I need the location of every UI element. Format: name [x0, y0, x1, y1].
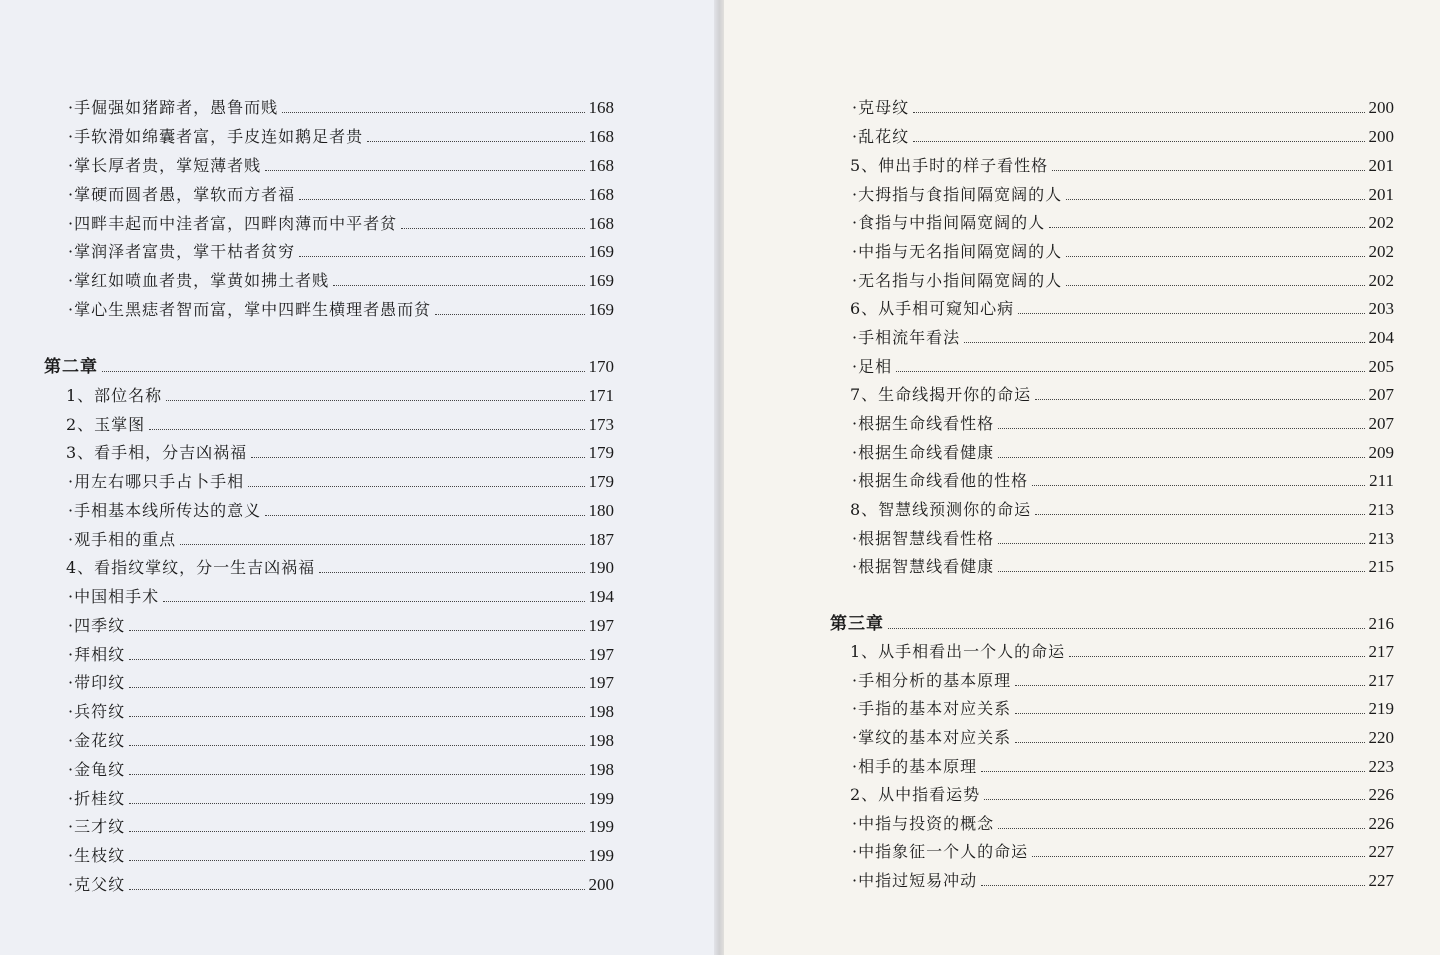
toc-entry-title: ·中国相手术 — [68, 587, 160, 606]
dot-leader — [333, 285, 584, 286]
toc-section-entry — [850, 379, 1394, 405]
toc-subsection-entry — [852, 808, 1394, 834]
dot-leader — [913, 141, 1364, 142]
toc-subsection-entry — [68, 869, 614, 895]
toc-page-number: 187 — [588, 530, 614, 549]
dot-leader — [129, 630, 584, 631]
dot-leader — [129, 716, 584, 717]
toc-page-number: 190 — [588, 558, 614, 577]
toc-subsection-entry — [68, 466, 614, 492]
toc-page-number: 216 — [1368, 614, 1394, 633]
toc-entry-title: ·克父纹 — [68, 875, 126, 894]
toc-page-number: 202 — [1368, 213, 1394, 232]
dot-leader — [1069, 656, 1364, 657]
toc-entry-title: ·根据智慧线看健康 — [852, 557, 995, 576]
toc-entry-title: ·三才纹 — [68, 817, 126, 836]
toc-list-left — [0, 0, 716, 955]
toc-entry-title: ·根据智慧线看性格 — [852, 529, 995, 548]
dot-leader — [998, 571, 1364, 572]
toc-subsection-entry — [852, 437, 1394, 463]
toc-section-entry — [850, 779, 1394, 805]
toc-page-number: 198 — [588, 702, 614, 721]
toc-entry-title: ·四季纹 — [68, 616, 126, 635]
toc-subsection-entry — [852, 751, 1394, 777]
toc-section-entry — [850, 494, 1394, 520]
dot-leader — [282, 112, 584, 113]
toc-entry-title: ·兵符纹 — [68, 702, 126, 721]
toc-subsection-entry — [68, 121, 614, 147]
toc-page-number: 204 — [1368, 328, 1394, 347]
toc-page-number: 168 — [588, 156, 614, 175]
toc-page-number: 201 — [1368, 156, 1394, 175]
dot-leader — [981, 885, 1364, 886]
toc-page-number: 226 — [1368, 814, 1394, 833]
toc-page-number: 171 — [588, 386, 614, 405]
dot-leader — [129, 831, 584, 832]
toc-page-number: 169 — [588, 271, 614, 290]
toc-page-number: 200 — [588, 875, 614, 894]
dot-leader — [319, 572, 584, 573]
dot-leader — [163, 601, 584, 602]
toc-entry-title: 第二章 — [44, 357, 98, 377]
toc-entry-title: ·足相 — [852, 357, 893, 376]
toc-subsection-entry — [68, 179, 614, 205]
toc-page-number: 198 — [588, 731, 614, 750]
toc-subsection-entry — [68, 725, 614, 751]
toc-subsection-entry — [852, 523, 1394, 549]
toc-entry-title: ·手相基本线所传达的意义 — [68, 501, 262, 520]
dot-leader — [129, 774, 584, 775]
toc-page-number: 207 — [1368, 385, 1394, 404]
dot-leader — [888, 628, 1365, 629]
toc-subsection-entry — [852, 408, 1394, 434]
toc-subsection-entry — [68, 208, 614, 234]
dot-leader — [166, 400, 584, 401]
toc-entry-title: ·大拇指与食指间隔宽阔的人 — [852, 185, 1063, 204]
toc-section-entry — [850, 293, 1394, 319]
toc-entry-title: ·根据生命线看健康 — [852, 443, 995, 462]
dot-leader — [129, 687, 584, 688]
toc-subsection-entry — [68, 265, 614, 291]
toc-chapter-entry — [44, 351, 614, 377]
toc-section-entry — [850, 150, 1394, 176]
dot-leader — [1015, 685, 1364, 686]
dot-leader — [149, 429, 584, 430]
toc-entry-title: ·手指的基本对应关系 — [852, 699, 1012, 718]
toc-entry-title: 2、从中指看运势 — [850, 785, 981, 804]
toc-entry-title: ·掌硬而圆者愚，掌软而方者福 — [68, 185, 296, 204]
toc-subsection-entry — [68, 150, 614, 176]
toc-page-number: 200 — [1368, 127, 1394, 146]
toc-page-number: 199 — [588, 846, 614, 865]
toc-entry-title: 3、看手相，分吉凶祸福 — [66, 443, 248, 462]
dot-leader — [1015, 713, 1364, 714]
toc-page-number: 207 — [1368, 414, 1394, 433]
toc-subsection-entry — [852, 693, 1394, 719]
toc-entry-title: ·掌润泽者富贵，掌干枯者贫穷 — [68, 242, 296, 261]
toc-subsection-entry — [852, 722, 1394, 748]
dot-leader — [1035, 514, 1364, 515]
toc-page-number: 199 — [588, 789, 614, 808]
toc-entry-title: 7、生命线揭开你的命运 — [850, 385, 1032, 404]
dot-leader — [998, 428, 1364, 429]
toc-page-number: 215 — [1368, 557, 1394, 576]
dot-leader — [129, 889, 584, 890]
toc-list-right — [724, 0, 1440, 955]
toc-page-number: 170 — [588, 357, 614, 376]
dot-leader — [1018, 313, 1364, 314]
toc-entry-title: ·掌红如喷血者贵，掌黄如拂土者贱 — [68, 271, 330, 290]
toc-page-number: 226 — [1368, 785, 1394, 804]
toc-entry-title: ·中指与投资的概念 — [852, 814, 995, 833]
toc-page-number: 209 — [1368, 443, 1394, 462]
toc-page-number: 202 — [1368, 271, 1394, 290]
toc-entry-title: ·掌长厚者贵，掌短薄者贱 — [68, 156, 262, 175]
toc-page-number: 203 — [1368, 299, 1394, 318]
toc-entry-title: ·中指与无名指间隔宽阔的人 — [852, 242, 1063, 261]
toc-entry-title: ·手相流年看法 — [852, 328, 961, 347]
toc-subsection-entry — [68, 754, 614, 780]
toc-page-number: 201 — [1368, 185, 1394, 204]
toc-page-number: 199 — [588, 817, 614, 836]
toc-entry-title: 8、智慧线预测你的命运 — [850, 500, 1032, 519]
toc-subsection-entry — [68, 581, 614, 607]
toc-entry-title: ·相手的基本原理 — [852, 757, 978, 776]
toc-entry-title: ·克母纹 — [852, 98, 910, 117]
toc-page-number: 180 — [588, 501, 614, 520]
toc-entry-title: ·金龟纹 — [68, 760, 126, 779]
dot-leader — [998, 543, 1364, 544]
toc-page-number: 217 — [1368, 671, 1394, 690]
toc-subsection-entry — [68, 92, 614, 118]
toc-chapter-entry — [830, 608, 1394, 634]
toc-page-number: 173 — [588, 415, 614, 434]
toc-page-number: 227 — [1368, 842, 1394, 861]
toc-subsection-entry — [68, 294, 614, 320]
toc-subsection-entry — [68, 783, 614, 809]
toc-subsection-entry — [852, 322, 1394, 348]
dot-leader — [367, 141, 584, 142]
toc-entry-title: ·掌纹的基本对应关系 — [852, 728, 1012, 747]
toc-page-number: 168 — [588, 127, 614, 146]
toc-subsection-entry — [68, 639, 614, 665]
toc-entry-title: 第三章 — [830, 614, 884, 634]
dot-leader — [180, 544, 584, 545]
dot-leader — [129, 659, 584, 660]
dot-leader — [1035, 399, 1364, 400]
toc-subsection-entry — [852, 665, 1394, 691]
toc-entry-title: 6、从手相可窥知心病 — [850, 299, 1015, 318]
toc-page-number: 194 — [588, 587, 614, 606]
toc-section-entry — [66, 409, 614, 435]
dot-leader — [129, 860, 584, 861]
toc-subsection-entry — [68, 811, 614, 837]
dot-leader — [299, 199, 584, 200]
toc-page-number: 197 — [588, 673, 614, 692]
toc-page-number: 169 — [588, 242, 614, 261]
dot-leader — [435, 314, 584, 315]
toc-entry-title: 2、玉掌图 — [66, 415, 146, 434]
toc-entry-title: ·食指与中指间隔宽阔的人 — [852, 213, 1046, 232]
toc-section-entry — [66, 437, 614, 463]
toc-entry-title: ·根据生命线看性格 — [852, 414, 995, 433]
toc-section-entry — [66, 552, 614, 578]
dot-leader — [1032, 485, 1365, 486]
dot-leader — [1049, 227, 1364, 228]
toc-subsection-entry — [68, 495, 614, 521]
toc-section-entry — [850, 636, 1394, 662]
toc-subsection-entry — [852, 351, 1394, 377]
toc-subsection-entry — [852, 836, 1394, 862]
dot-leader — [265, 515, 584, 516]
toc-subsection-entry — [68, 840, 614, 866]
dot-leader — [998, 828, 1364, 829]
dot-leader — [129, 745, 584, 746]
toc-entry-title: ·掌心生黑痣者智而富，掌中四畔生横理者愚而贫 — [68, 300, 432, 319]
toc-subsection-entry — [852, 865, 1394, 891]
dot-leader — [1066, 256, 1364, 257]
toc-page-number: 227 — [1368, 871, 1394, 890]
toc-page-number: 169 — [588, 300, 614, 319]
toc-entry-title: ·根据生命线看他的性格 — [852, 471, 1029, 490]
toc-entry-title: 4、看指纹掌纹，分一生吉凶祸福 — [66, 558, 316, 577]
toc-entry-title: ·金花纹 — [68, 731, 126, 750]
toc-subsection-entry — [68, 524, 614, 550]
dot-leader — [251, 457, 584, 458]
toc-page-number: 213 — [1368, 529, 1394, 548]
toc-page-number: 197 — [588, 616, 614, 635]
dot-leader — [896, 371, 1364, 372]
dot-leader — [401, 228, 584, 229]
dot-leader — [964, 342, 1364, 343]
toc-page-number: 223 — [1368, 757, 1394, 776]
dot-leader — [248, 486, 584, 487]
toc-entry-title: ·中指过短易冲动 — [852, 871, 978, 890]
dot-leader — [981, 771, 1364, 772]
toc-entry-title: ·手软滑如绵囊者富，手皮连如鹅足者贵 — [68, 127, 364, 146]
toc-entry-title: ·手相分析的基本原理 — [852, 671, 1012, 690]
toc-page-number: 200 — [1368, 98, 1394, 117]
dot-leader — [102, 371, 585, 372]
toc-page-number: 217 — [1368, 642, 1394, 661]
right-page — [724, 0, 1440, 955]
dot-leader — [1066, 199, 1364, 200]
toc-entry-title: ·无名指与小指间隔宽阔的人 — [852, 271, 1063, 290]
toc-subsection-entry — [852, 92, 1394, 118]
toc-subsection-entry — [68, 610, 614, 636]
toc-page-number: 219 — [1368, 699, 1394, 718]
toc-entry-title: 1、从手相看出一个人的命运 — [850, 642, 1066, 661]
dot-leader — [913, 112, 1364, 113]
toc-entry-title: ·用左右哪只手占卜手相 — [68, 472, 245, 491]
dot-leader — [1066, 285, 1364, 286]
left-page — [0, 0, 716, 955]
toc-subsection-entry — [852, 551, 1394, 577]
toc-subsection-entry — [68, 667, 614, 693]
toc-page-number: 168 — [588, 185, 614, 204]
dot-leader — [1052, 170, 1364, 171]
toc-subsection-entry — [852, 465, 1394, 491]
dot-leader — [984, 799, 1364, 800]
toc-subsection-entry — [68, 236, 614, 262]
toc-subsection-entry — [852, 236, 1394, 262]
dot-leader — [998, 457, 1364, 458]
toc-page-number: 198 — [588, 760, 614, 779]
toc-section-entry — [66, 380, 614, 406]
toc-entry-title: ·手倔强如猪蹄者，愚鲁而贱 — [68, 98, 279, 117]
toc-page-number: 205 — [1368, 357, 1394, 376]
toc-entry-title: ·生枝纹 — [68, 846, 126, 865]
toc-page-number: 168 — [588, 98, 614, 117]
toc-page-number: 213 — [1368, 500, 1394, 519]
toc-page-number: 179 — [588, 443, 614, 462]
toc-subsection-entry — [852, 179, 1394, 205]
dot-leader — [265, 170, 584, 171]
toc-entry-title: ·折桂纹 — [68, 789, 126, 808]
dot-leader — [1032, 856, 1364, 857]
toc-entry-title: ·拜相纹 — [68, 645, 126, 664]
toc-entry-title: ·乱花纹 — [852, 127, 910, 146]
toc-page-number: 168 — [588, 214, 614, 233]
toc-entry-title: ·四畔丰起而中洼者富，四畔肉薄而中平者贫 — [68, 214, 398, 233]
toc-page-number: 197 — [588, 645, 614, 664]
dot-leader — [129, 803, 584, 804]
toc-page-number: 179 — [588, 472, 614, 491]
dot-leader — [299, 256, 584, 257]
toc-page-number: 220 — [1368, 728, 1394, 747]
toc-page-number: 211 — [1369, 471, 1394, 490]
toc-entry-title: 1、部位名称 — [66, 386, 163, 405]
toc-entry-title: ·中指象征一个人的命运 — [852, 842, 1029, 861]
dot-leader — [1015, 742, 1364, 743]
toc-entry-title: ·带印纹 — [68, 673, 126, 692]
toc-subsection-entry — [852, 121, 1394, 147]
toc-page-number: 202 — [1368, 242, 1394, 261]
toc-subsection-entry — [852, 265, 1394, 291]
toc-entry-title: ·观手相的重点 — [68, 530, 177, 549]
toc-entry-title: 5、伸出手时的样子看性格 — [850, 156, 1049, 175]
toc-subsection-entry — [852, 207, 1394, 233]
toc-subsection-entry — [68, 696, 614, 722]
